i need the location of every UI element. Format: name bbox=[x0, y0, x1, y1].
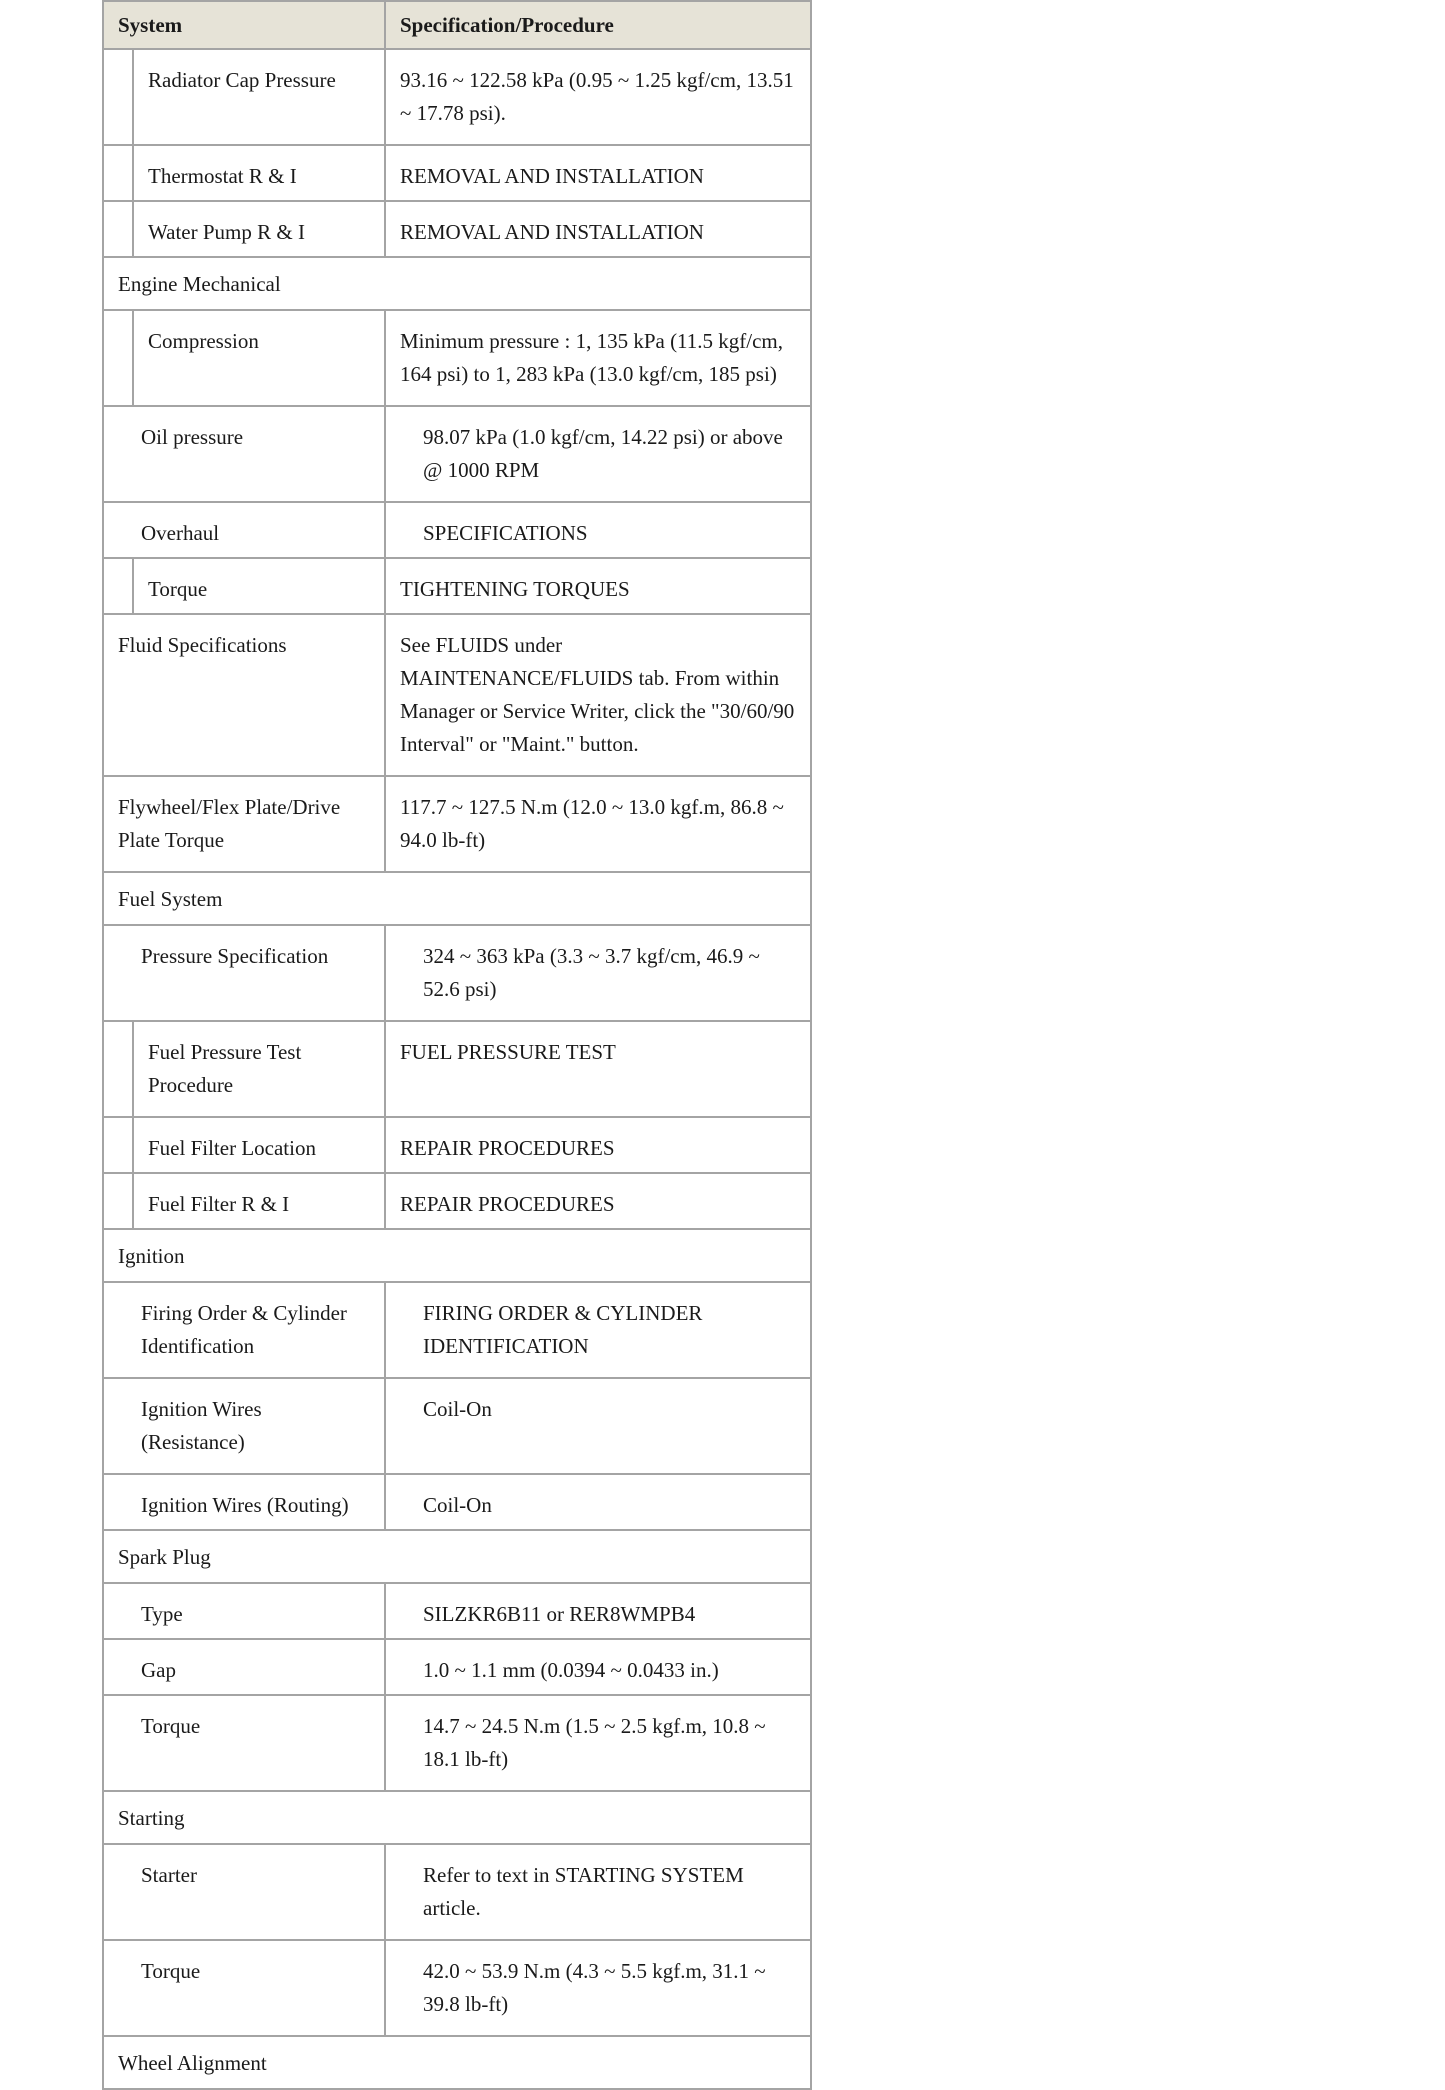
table-row bbox=[103, 1639, 811, 1695]
system-cell: Gap bbox=[103, 1639, 385, 1695]
spec-cell: 98.07 kPa (1.0 kgf/cm, 14.22 psi) or above @ 1000 RPM bbox=[385, 406, 811, 502]
table-row bbox=[103, 201, 811, 257]
specifications-table bbox=[102, 0, 812, 2090]
system-cell: Water Pump R & I bbox=[103, 201, 385, 257]
spec-cell: FIRING ORDER & CYLINDER IDENTIFICATION bbox=[385, 1282, 811, 1378]
spec-cell: Coil-On bbox=[385, 1474, 811, 1530]
section-row bbox=[103, 2036, 811, 2089]
spec-cell: 42.0 ~ 53.9 N.m (4.3 ~ 5.5 kgf.m, 31.1 ~ 39.8 lb-ft) bbox=[385, 1940, 811, 2036]
spec-cell: FUEL PRESSURE TEST bbox=[385, 1021, 811, 1117]
table-row bbox=[103, 502, 811, 558]
system-cell: Pressure Specification bbox=[103, 925, 385, 1021]
spec-cell: REMOVAL AND INSTALLATION bbox=[385, 145, 811, 201]
table-row bbox=[103, 1474, 811, 1530]
table-row bbox=[103, 49, 811, 145]
spec-cell: Minimum pressure : 1, 135 kPa (11.5 kgf/cm, 164 psi) to 1, 283 kPa (13.0 kgf/cm, 185 psi) bbox=[385, 310, 811, 406]
system-cell: Oil pressure bbox=[103, 406, 385, 502]
table-row bbox=[103, 1583, 811, 1639]
spec-cell: SPECIFICATIONS bbox=[385, 502, 811, 558]
system-cell: Firing Order & Cylinder Identification bbox=[103, 1282, 385, 1378]
table-row bbox=[103, 1695, 811, 1791]
table-row bbox=[103, 1378, 811, 1474]
system-cell: Flywheel/Flex Plate/Drive Plate Torque bbox=[103, 776, 385, 872]
section-row bbox=[103, 1791, 811, 1844]
section-row bbox=[103, 1530, 811, 1583]
spec-cell: 324 ~ 363 kPa (3.3 ~ 3.7 kgf/cm, 46.9 ~ 52.6 psi) bbox=[385, 925, 811, 1021]
section-heading: Ignition bbox=[103, 1229, 811, 1282]
section-heading: Wheel Alignment bbox=[103, 2036, 811, 2089]
table-row bbox=[103, 925, 811, 1021]
spec-cell: 117.7 ~ 127.5 N.m (12.0 ~ 13.0 kgf.m, 86.8 ~ 94.0 lb-ft) bbox=[385, 776, 811, 872]
section-heading: Engine Mechanical bbox=[103, 257, 811, 310]
table-row bbox=[103, 406, 811, 502]
section-row bbox=[103, 1229, 811, 1282]
section-row bbox=[103, 257, 811, 310]
table-row bbox=[103, 1844, 811, 1940]
system-cell: Thermostat R & I bbox=[103, 145, 385, 201]
table-row bbox=[103, 1021, 811, 1117]
table-row bbox=[103, 558, 811, 614]
system-cell: Starter bbox=[103, 1844, 385, 1940]
spec-cell: 14.7 ~ 24.5 N.m (1.5 ~ 2.5 kgf.m, 10.8 ~ 18.1 lb-ft) bbox=[385, 1695, 811, 1791]
table-row bbox=[103, 1173, 811, 1229]
spec-cell: Coil-On bbox=[385, 1378, 811, 1474]
system-cell: Ignition Wires (Resistance) bbox=[103, 1378, 385, 1474]
system-cell: Fuel Filter Location bbox=[103, 1117, 385, 1173]
table-row bbox=[103, 614, 811, 776]
system-cell: Torque bbox=[103, 558, 385, 614]
section-heading: Fuel System bbox=[103, 872, 811, 925]
table-row bbox=[103, 1117, 811, 1173]
spec-cell: REMOVAL AND INSTALLATION bbox=[385, 201, 811, 257]
spec-cell: REPAIR PROCEDURES bbox=[385, 1173, 811, 1229]
section-heading: Spark Plug bbox=[103, 1530, 811, 1583]
system-cell: Torque bbox=[103, 1695, 385, 1791]
table-header-row bbox=[103, 1, 811, 49]
system-cell: Torque bbox=[103, 1940, 385, 2036]
section-heading: Starting bbox=[103, 1791, 811, 1844]
system-cell: Compression bbox=[103, 310, 385, 406]
table-row bbox=[103, 1282, 811, 1378]
section-row bbox=[103, 872, 811, 925]
spec-cell: SILZKR6B11 or RER8WMPB4 bbox=[385, 1583, 811, 1639]
spec-cell: Refer to text in STARTING SYSTEM article. bbox=[385, 1844, 811, 1940]
system-cell: Type bbox=[103, 1583, 385, 1639]
column-header-spec: Specification/Procedure bbox=[385, 1, 811, 49]
column-header-system: System bbox=[103, 1, 385, 49]
table-row bbox=[103, 776, 811, 872]
system-cell: Overhaul bbox=[103, 502, 385, 558]
system-cell: Fluid Specifications bbox=[103, 614, 385, 776]
table-row bbox=[103, 310, 811, 406]
table-row bbox=[103, 1940, 811, 2036]
spec-cell: See FLUIDS under MAINTENANCE/FLUIDS tab. From within Manager or Service Writer, click the "30/60/90 Interval" or "Maint." button. bbox=[385, 614, 811, 776]
system-cell: Fuel Pressure Test Procedure bbox=[103, 1021, 385, 1117]
system-cell: Radiator Cap Pressure bbox=[103, 49, 385, 145]
spec-cell: 1.0 ~ 1.1 mm (0.0394 ~ 0.0433 in.) bbox=[385, 1639, 811, 1695]
table-row bbox=[103, 145, 811, 201]
system-cell: Ignition Wires (Routing) bbox=[103, 1474, 385, 1530]
system-cell: Fuel Filter R & I bbox=[103, 1173, 385, 1229]
spec-cell: TIGHTENING TORQUES bbox=[385, 558, 811, 614]
spec-cell: 93.16 ~ 122.58 kPa (0.95 ~ 1.25 kgf/cm, 13.51 ~ 17.78 psi). bbox=[385, 49, 811, 145]
spec-cell: REPAIR PROCEDURES bbox=[385, 1117, 811, 1173]
